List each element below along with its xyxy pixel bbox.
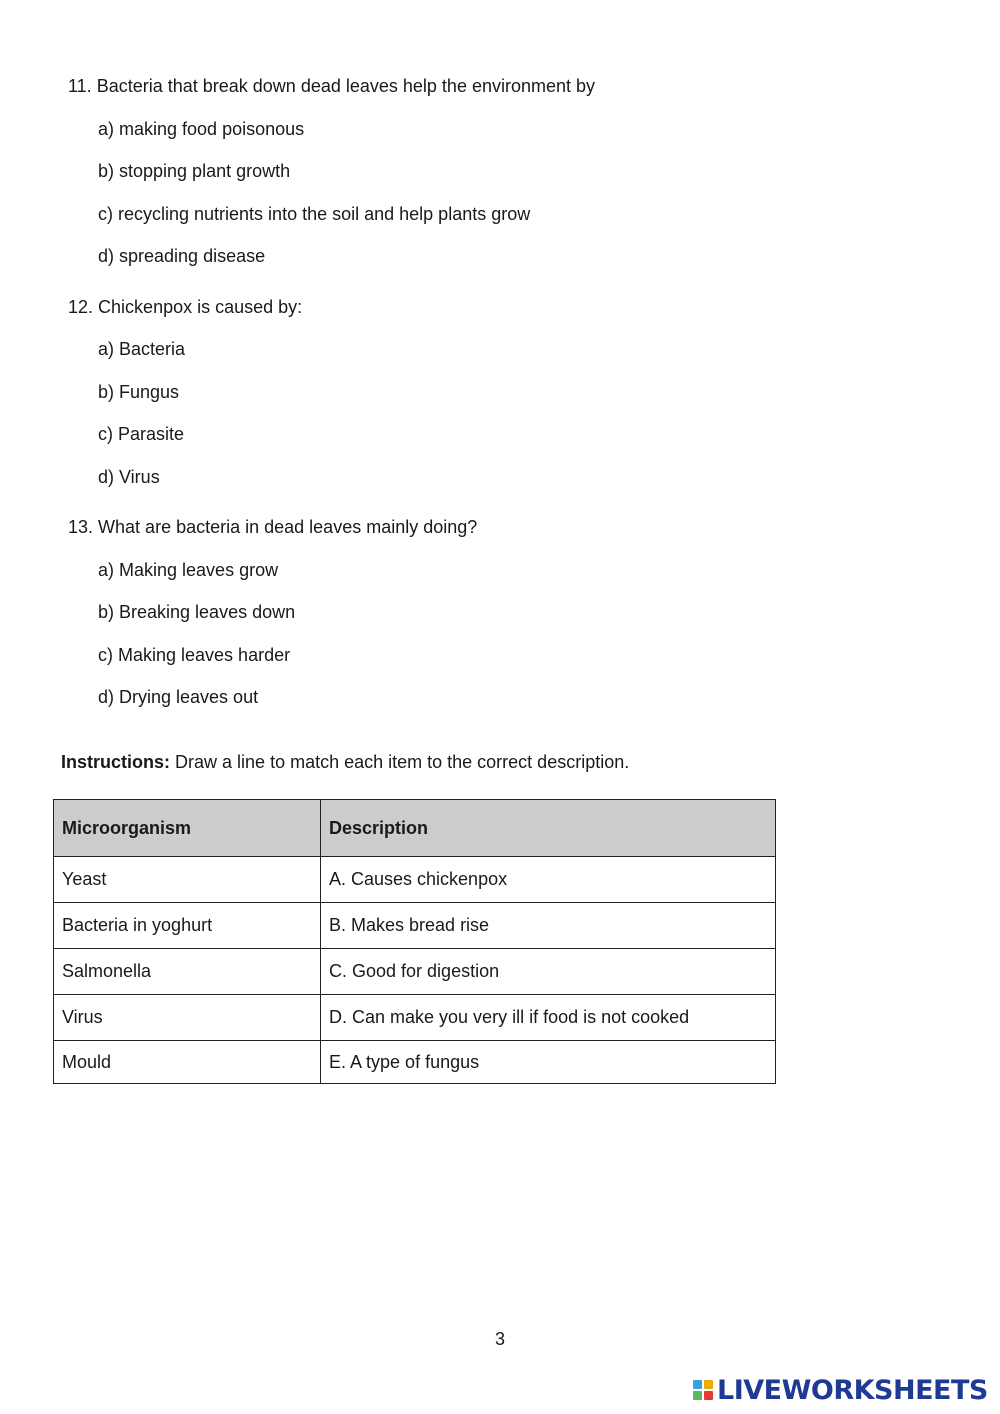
question-12-option-d: d) Virus (98, 467, 160, 487)
instructions-label: Instructions: (61, 752, 171, 772)
question-12 (68, 296, 302, 318)
description-cell[interactable]: E. A type of fungus (321, 1041, 776, 1084)
question-number: 12. (68, 297, 94, 317)
microorganism-cell[interactable]: Yeast (54, 857, 321, 903)
logo-grid-icon (693, 1380, 713, 1400)
microorganism-cell[interactable]: Salmonella (54, 949, 321, 995)
table-header-row (54, 800, 776, 857)
question-11-option-a: a) making food poisonous (98, 119, 305, 139)
question-13-option-d: d) Drying leaves out (98, 687, 259, 707)
table-row (54, 949, 776, 995)
question-number: 13. (68, 517, 94, 537)
microorganism-cell[interactable]: Mould (54, 1041, 321, 1084)
question-11-option-d: d) spreading disease (98, 246, 266, 266)
question-11-option-b: b) stopping plant growth (98, 161, 291, 181)
logo-square-icon (693, 1380, 702, 1389)
question-12-option-b: b) Fungus (98, 382, 180, 402)
question-12-option-a: a) Bacteria (98, 339, 186, 359)
question-13-option-a: a) Making leaves grow (98, 560, 279, 580)
instructions (61, 751, 629, 773)
question-13-option-c: c) Making leaves harder (98, 645, 291, 665)
description-cell[interactable]: A. Causes chickenpox (321, 857, 776, 903)
microorganism-cell[interactable]: Bacteria in yoghurt (54, 903, 321, 949)
question-11 (68, 75, 595, 97)
matching-table (53, 799, 776, 1084)
table-row (54, 903, 776, 949)
instructions-text: Draw a line to match each item to the correct description. (175, 752, 630, 772)
logo-square-icon (704, 1380, 713, 1389)
question-13-option-b: b) Breaking leaves down (98, 602, 296, 622)
logo-text: LIVEWORKSHEETS (717, 1374, 988, 1406)
question-text: Chickenpox is caused by: (98, 297, 303, 317)
question-text: Bacteria that break down dead leaves help the environment by (96, 76, 596, 96)
question-number: 11. (68, 76, 92, 96)
page-number: 3 (494, 1329, 505, 1349)
description-cell[interactable]: B. Makes bread rise (321, 903, 776, 949)
question-text: What are bacteria in dead leaves mainly doing? (98, 517, 478, 537)
logo-square-icon (704, 1391, 713, 1400)
liveworksheets-logo (693, 1375, 988, 1405)
logo-square-icon (693, 1391, 702, 1400)
description-cell[interactable]: C. Good for digestion (321, 949, 776, 995)
question-11-option-c: c) recycling nutrients into the soil and help plants grow (98, 204, 531, 224)
header-description: Description (321, 800, 776, 857)
description-cell[interactable]: D. Can make you very ill if food is not cooked (321, 995, 776, 1041)
question-13 (68, 516, 477, 538)
question-12-option-c: c) Parasite (98, 424, 185, 444)
header-microorganism: Microorganism (54, 800, 321, 857)
table-row (54, 857, 776, 903)
table-row (54, 995, 776, 1041)
table-row (54, 1041, 776, 1084)
microorganism-cell[interactable]: Virus (54, 995, 321, 1041)
